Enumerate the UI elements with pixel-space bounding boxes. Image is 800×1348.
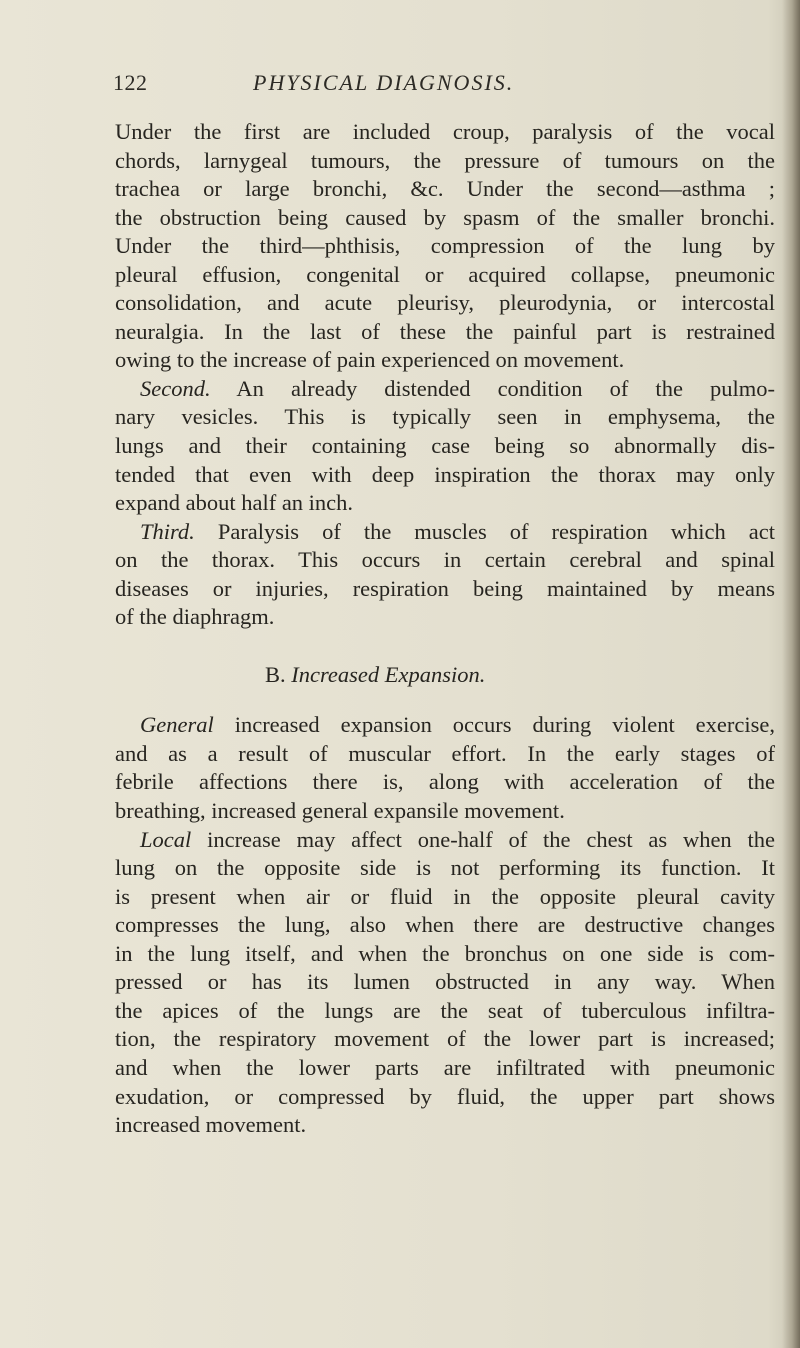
text-line: the obstruction being caused by spasm of the smaller bronchi.: [115, 204, 775, 230]
text-line: lung on the opposite side is not performing its function. It: [115, 855, 775, 881]
text-line: neuralgia. In the last of these the painful part is restrained: [115, 318, 775, 344]
section-title: Increased Expansion.: [291, 661, 486, 687]
section-prefix: B.: [265, 661, 292, 687]
text-line: compresses the lung, also when there are destructive changes: [115, 912, 775, 938]
paragraph-general: [115, 711, 775, 825]
paragraph-lead: Second.: [140, 375, 211, 401]
text-line: expand about half an inch.: [115, 490, 354, 516]
text-line: pleural effusion, congenital or acquired collapse, pneumonic: [115, 261, 775, 287]
paragraph-second: [115, 375, 775, 518]
text-line: lungs and their containing case being so abnormally dis-: [115, 433, 775, 459]
text-line: on the thorax. This occurs in certain cerebral and spinal: [115, 547, 775, 573]
text-run: Paralysis of the muscles of respiration which act: [194, 518, 775, 544]
text-line: exudation, or compressed by fluid, the upper part shows: [115, 1083, 775, 1109]
text-line: owing to the increase of pain experienced on movement.: [115, 347, 625, 373]
text-line: increased movement.: [115, 1112, 307, 1138]
body-text: [115, 118, 775, 1140]
running-head: [113, 70, 693, 100]
section-heading: [115, 661, 775, 690]
text-line: [115, 375, 775, 404]
page-edge-shadow: [782, 0, 800, 1348]
text-line: pressed or has its lumen obstructed in any way. When: [115, 969, 775, 995]
text-line: [115, 826, 775, 855]
text-line: chords, larnygeal tumours, the pressure of tumours on the: [115, 147, 775, 173]
text-line: [115, 711, 775, 740]
text-line: of the diaphragm.: [115, 604, 275, 630]
paragraph-lead: Third.: [140, 518, 195, 544]
text-line: and as a result of muscular effort. In the early stages of: [115, 740, 775, 766]
text-line: breathing, increased general expansile movement.: [115, 798, 565, 824]
paragraph-causes: [115, 118, 775, 375]
text-run: An already distended condition of the pulmo-: [210, 375, 775, 401]
text-line: diseases or injuries, respiration being maintained by means: [115, 575, 775, 601]
text-line: the apices of the lungs are the seat of tuberculous infiltra-: [115, 997, 775, 1023]
text-line: tion, the respiratory movement of the lower part is increased;: [115, 1026, 775, 1052]
text-line: consolidation, and acute pleurisy, pleurodynia, or intercostal: [115, 290, 775, 316]
text-line: nary vesicles. This is typically seen in emphysema, the: [115, 404, 775, 430]
text-line: and when the lower parts are infiltrated with pneumonic: [115, 1054, 775, 1080]
text-line: in the lung itself, and when the bronchus on one side is com-: [115, 940, 775, 966]
text-run: increase may affect one-half of the chest as when the: [191, 826, 775, 852]
text-line: Under the first are included croup, paralysis of the vocal: [115, 119, 775, 144]
text-line: trachea or large bronchi, &c. Under the second—asthma ;: [115, 176, 775, 202]
text-line: [115, 518, 775, 547]
paragraph-lead: General: [140, 712, 214, 738]
page-number: 122: [113, 70, 148, 95]
running-head-title: PHYSICAL DIAGNOSIS.: [253, 70, 515, 95]
paragraph-third: [115, 518, 775, 632]
text-line: tended that even with deep inspiration the thorax may only: [115, 461, 775, 487]
text-run: increased expansion occurs during violent exercise,: [213, 712, 775, 738]
text-line: febrile affections there is, along with acceleration of the: [115, 769, 775, 795]
paragraph-lead: Local: [140, 826, 192, 852]
paragraph-local: [115, 826, 775, 1140]
text-line: Under the third—phthisis, compression of the lung by: [115, 233, 775, 259]
text-line: is present when air or fluid in the opposite pleural cavity: [115, 883, 775, 909]
